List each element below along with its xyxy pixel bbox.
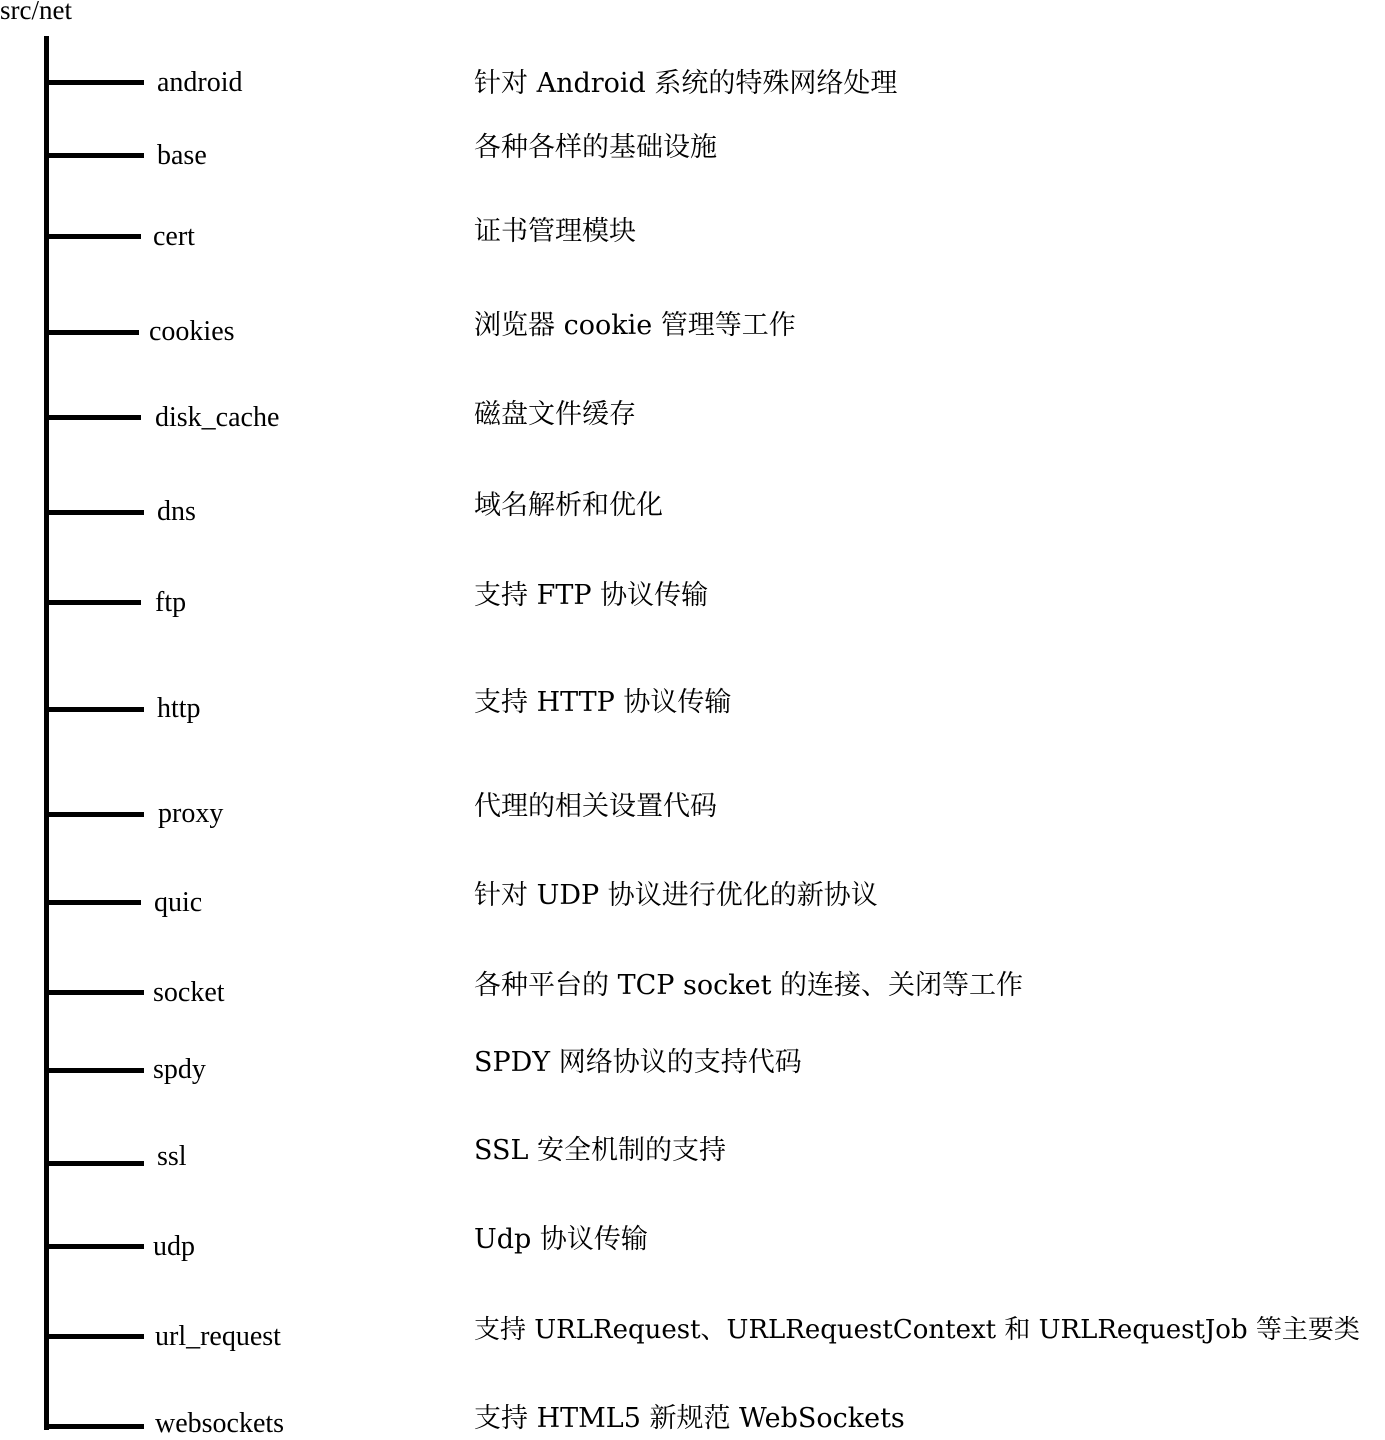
branch-line-spdy <box>49 1068 144 1073</box>
dir-label-cert: cert <box>153 221 195 252</box>
branch-line-udp <box>49 1244 144 1249</box>
dir-label-proxy: proxy <box>158 798 224 829</box>
dir-label-ssl: ssl <box>157 1141 187 1172</box>
dir-label-http: http <box>157 693 201 724</box>
dir-label-cookies: cookies <box>149 316 235 347</box>
dir-label-spdy: spdy <box>153 1054 206 1085</box>
branch-line-websockets <box>49 1424 144 1429</box>
branch-line-ftp <box>49 600 141 605</box>
dir-label-android: android <box>157 67 243 98</box>
tree-root-label: src/net <box>0 0 72 25</box>
branch-line-cookies <box>49 330 139 335</box>
dir-desc-proxy: 代理的相关设置代码 <box>474 791 717 822</box>
branch-line-dns <box>49 510 144 515</box>
branch-line-cert <box>49 234 141 239</box>
branch-line-android <box>49 80 144 85</box>
dir-desc-url-request: 支持 URLRequest、URLRequestContext 和 URLRequestJob 等主要类 <box>474 1315 1360 1345</box>
dir-label-url-request: url_request <box>155 1321 281 1352</box>
branch-line-ssl <box>49 1161 144 1166</box>
dir-desc-cert: 证书管理模块 <box>474 216 636 247</box>
dir-label-websockets: websockets <box>155 1408 285 1439</box>
branch-line-http <box>49 707 144 712</box>
branch-line-proxy <box>49 812 144 817</box>
branch-line-disk-cache <box>49 415 141 420</box>
dir-label-dns: dns <box>157 496 196 527</box>
dir-label-udp: udp <box>153 1231 195 1262</box>
dir-desc-base: 各种各样的基础设施 <box>474 132 717 163</box>
dir-desc-ssl: SSL 安全机制的支持 <box>474 1135 727 1166</box>
dir-label-disk-cache: disk_cache <box>155 402 280 433</box>
dir-desc-cookies: 浏览器 cookie 管理等工作 <box>474 310 796 341</box>
dir-desc-http: 支持 HTTP 协议传输 <box>474 687 732 718</box>
dir-label-socket: socket <box>153 977 225 1008</box>
tree-trunk-line <box>44 36 49 1430</box>
dir-label-ftp: ftp <box>155 587 187 618</box>
dir-label-base: base <box>157 140 207 171</box>
branch-line-url-request <box>49 1334 144 1339</box>
branch-line-base <box>49 153 144 158</box>
branch-line-socket <box>49 990 144 995</box>
dir-label-quic: quic <box>154 887 203 918</box>
dir-desc-ftp: 支持 FTP 协议传输 <box>474 580 709 611</box>
dir-desc-websockets: 支持 HTML5 新规范 WebSockets <box>474 1403 905 1434</box>
dir-desc-dns: 域名解析和优化 <box>474 490 663 521</box>
dir-desc-quic: 针对 UDP 协议进行优化的新协议 <box>474 880 878 911</box>
branch-line-quic <box>49 900 141 905</box>
dir-desc-socket: 各种平台的 TCP socket 的连接、关闭等工作 <box>474 970 1024 1001</box>
dir-desc-android: 针对 Android 系统的特殊网络处理 <box>474 68 898 99</box>
dir-desc-disk-cache: 磁盘文件缓存 <box>474 399 636 430</box>
dir-desc-udp: Udp 协议传输 <box>474 1224 648 1255</box>
dir-desc-spdy: SPDY 网络协议的支持代码 <box>474 1047 802 1078</box>
